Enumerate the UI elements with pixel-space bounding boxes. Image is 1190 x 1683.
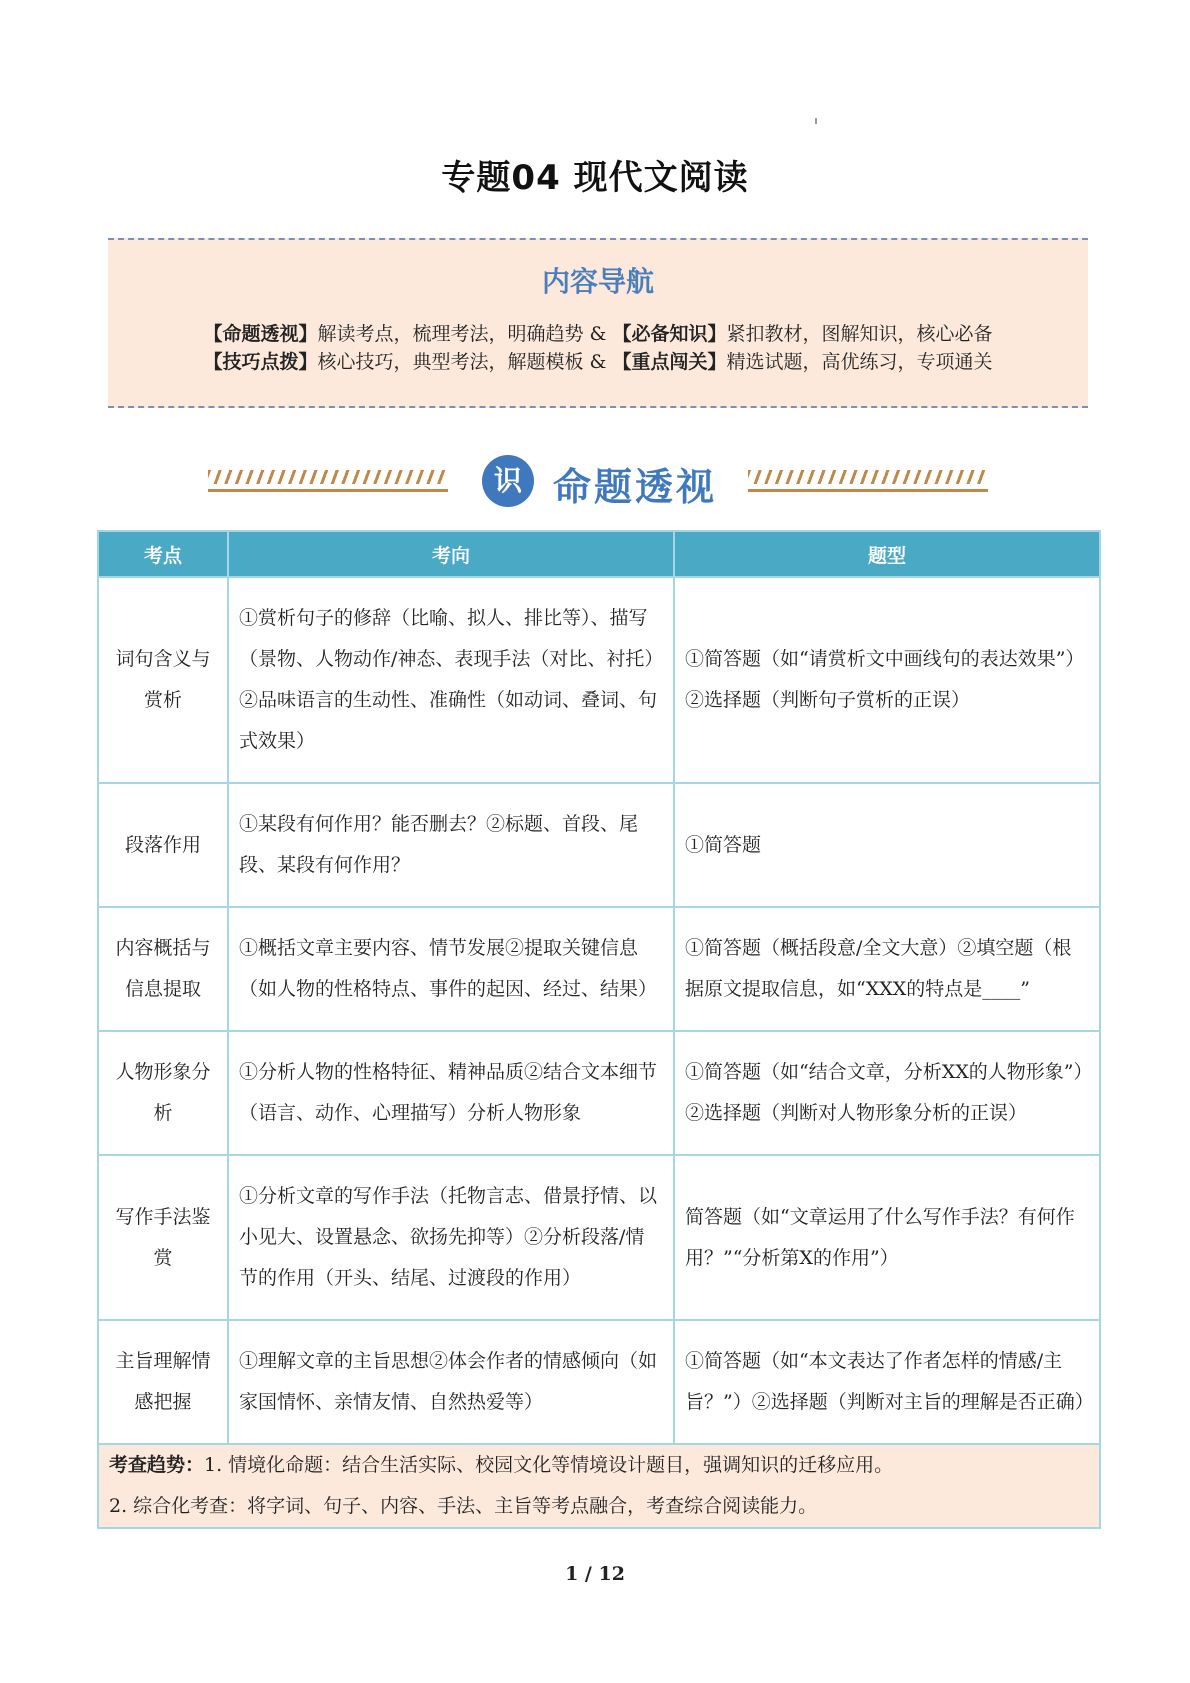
nav-tag: 【必备知识】	[612, 323, 727, 345]
table-row	[98, 783, 1100, 907]
table-row	[98, 907, 1100, 1031]
section-banner	[208, 450, 988, 510]
cell-type: ①简答题（概括段意/全文大意）②填空题（根据原文提取信息，如“XXX的特点是____”	[674, 907, 1100, 1031]
cell-direction: ①分析文章的写作手法（托物言志、借景抒情、以小见大、设置悬念、欲扬先抑等）②分析段落/情节的作用（开头、结尾、过渡段的作用）	[228, 1155, 674, 1320]
trend-line: 2. 综合化考查：将字词、句子、内容、手法、主旨等考点融合，考查综合阅读能力。	[109, 1495, 818, 1517]
trend-row	[98, 1444, 1100, 1528]
cell-direction: ①分析人物的性格特征、精神品质②结合文本细节（语言、动作、心理描写）分析人物形象	[228, 1031, 674, 1155]
header-cell: 考点	[98, 531, 228, 577]
nav-heading: 内容导航	[541, 265, 654, 298]
table-row	[98, 1320, 1100, 1444]
nav-tag: 【命题透视】	[203, 323, 318, 345]
page-mark	[815, 118, 817, 124]
nav-desc: 解读考点，梳理考法，明确趋势 &	[317, 323, 613, 345]
cell-direction: ①某段有何作用？能否删去？②标题、首段、尾段、某段有何作用？	[228, 783, 674, 907]
cell-type: ①简答题（如“结合文章，分析XX的人物形象”）②选择题（判断对人物形象分析的正误）	[674, 1031, 1100, 1155]
cell-point: 词句含义与赏析	[98, 577, 228, 783]
nav-line-2	[108, 348, 1088, 376]
stripes-decoration	[748, 470, 988, 484]
cell-point: 写作手法鉴赏	[98, 1155, 228, 1320]
page-title: 专题04 现代文阅读	[441, 158, 749, 198]
nav-desc: 紧扣教材，图解知识，核心必备	[726, 323, 993, 345]
cell-direction: ①概括文章主要内容、情节发展②提取关键信息（如人物的性格特点、事件的起因、经过、结果）	[228, 907, 674, 1031]
cell-point: 主旨理解情感把握	[98, 1320, 228, 1444]
exam-table	[97, 530, 1101, 1529]
cell-type: ①简答题（如“本文表达了作者怎样的情感/主旨？”）②选择题（判断对主旨的理解是否正确）	[674, 1320, 1100, 1444]
content-nav-box	[108, 238, 1088, 408]
cell-direction: ①理解文章的主旨思想②体会作者的情感倾向（如家国情怀、亲情友情、自然热爱等）	[228, 1320, 674, 1444]
nav-desc: 核心技巧，典型考法，解题模板 &	[317, 351, 613, 373]
cell-type: 简答题（如“文章运用了什么写作手法？有何作用？”“分析第X的作用”）	[674, 1155, 1100, 1320]
underline-decoration	[208, 489, 448, 492]
cell-point: 段落作用	[98, 783, 228, 907]
trend-cell	[98, 1444, 1100, 1528]
page-number: 1 / 12	[565, 1563, 625, 1585]
nav-tag: 【技巧点拨】	[203, 351, 318, 373]
section-title: 命题透视	[553, 464, 718, 509]
underline-decoration	[748, 489, 988, 492]
cell-point: 内容概括与信息提取	[98, 907, 228, 1031]
cell-direction: ①赏析句子的修辞（比喻、拟人、排比等）、描写（景物、人物动作/神态、表现手法（对比、衬托）②品味语言的生动性、准确性（如动词、叠词、句式效果）	[228, 577, 674, 783]
cell-type: ①简答题（如“请赏析文中画线句的表达效果”）②选择题（判断句子赏析的正误）	[674, 577, 1100, 783]
cell-type: ①简答题	[674, 783, 1100, 907]
table-header	[98, 531, 1100, 577]
header-cell: 考向	[228, 531, 674, 577]
trend-line: 1. 情境化命题：结合生活实际、校园文化等情境设计题目，强调知识的迁移应用。	[204, 1454, 894, 1476]
table-row	[98, 577, 1100, 783]
nav-tag: 【重点闯关】	[612, 351, 727, 373]
stripes-decoration	[208, 470, 448, 484]
trend-label: 考查趋势：	[109, 1454, 205, 1476]
cell-point: 人物形象分析	[98, 1031, 228, 1155]
table-row	[98, 1031, 1100, 1155]
table-row	[98, 1155, 1100, 1320]
badge-icon: 识	[482, 455, 534, 507]
nav-desc: 精选试题，高优练习，专项通关	[726, 351, 993, 373]
header-cell: 题型	[674, 531, 1100, 577]
nav-line-1	[108, 320, 1088, 348]
